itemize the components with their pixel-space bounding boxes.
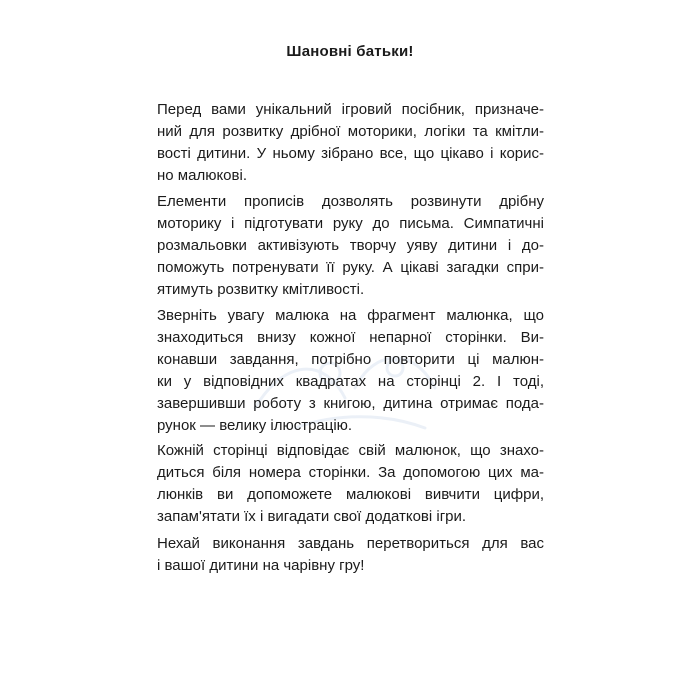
- paragraph-3-line-2: знаходиться внизу кожної непарної сторінки. Ви-: [157, 329, 544, 346]
- paragraph-5-line-2: і вашої дитини на чарівну гру!: [157, 557, 365, 574]
- paragraph-4-line-1: Кожній сторінці відповідає свій малюнок, що знахо-: [157, 442, 544, 459]
- paragraph-2-line-2: моторику і підготувати руку до письма. Симпатичні: [157, 215, 544, 232]
- paragraph-3-line-4: ки у відповідних квадратах на сторінці 2. І тоді,: [157, 373, 544, 390]
- paragraph-2-line-3: розмальовки активізують творчу уяву дитини і до-: [157, 237, 544, 254]
- paragraph-2-line-1: Елементи прописів дозволять розвинути дрібну: [157, 193, 544, 210]
- paragraph-5-line-1: Нехай виконання завдань перетвориться для вас: [157, 535, 544, 552]
- paragraph-3-line-3: конавши завдання, потрібно повторити ці малюн-: [157, 351, 544, 368]
- paragraph-2-line-5: ятимуть розвитку кмітливості.: [157, 281, 365, 298]
- paragraph-3-line-6: рунок — велику ілюстрацію.: [157, 417, 353, 434]
- paragraph-4-line-2: диться біля номера сторінки. За допомогою цих ма-: [157, 464, 544, 481]
- paragraph-3-line-1: Зверніть увагу малюка на фрагмент малюнка, що: [157, 307, 544, 324]
- paragraph-2-line-4: поможуть потренувати її руку. А цікаві загадки спри-: [157, 259, 544, 276]
- paragraph-1-line-2: ний для розвитку дрібної моторики, логіки та кмітли-: [157, 123, 544, 140]
- paragraph-1-line-3: вості дитини. У ньому зібрано все, що цікаво і корис-: [157, 145, 544, 162]
- paragraph-4-line-4: запам'ятати їх і вигадати свої додаткові ігри.: [157, 508, 467, 525]
- paragraph-4-line-3: люнків ви допоможете малюкові вивчити цифри,: [157, 486, 544, 503]
- paragraph-3-line-5: завершивши роботу з книгою, дитина отримає пода-: [157, 395, 544, 412]
- paragraph-1-line-4: но малюкові.: [157, 167, 247, 184]
- page-title: Шановні батьки!: [286, 43, 414, 60]
- paragraph-1-line-1: Перед вами унікальний ігровий посібник, призначе-: [157, 101, 544, 118]
